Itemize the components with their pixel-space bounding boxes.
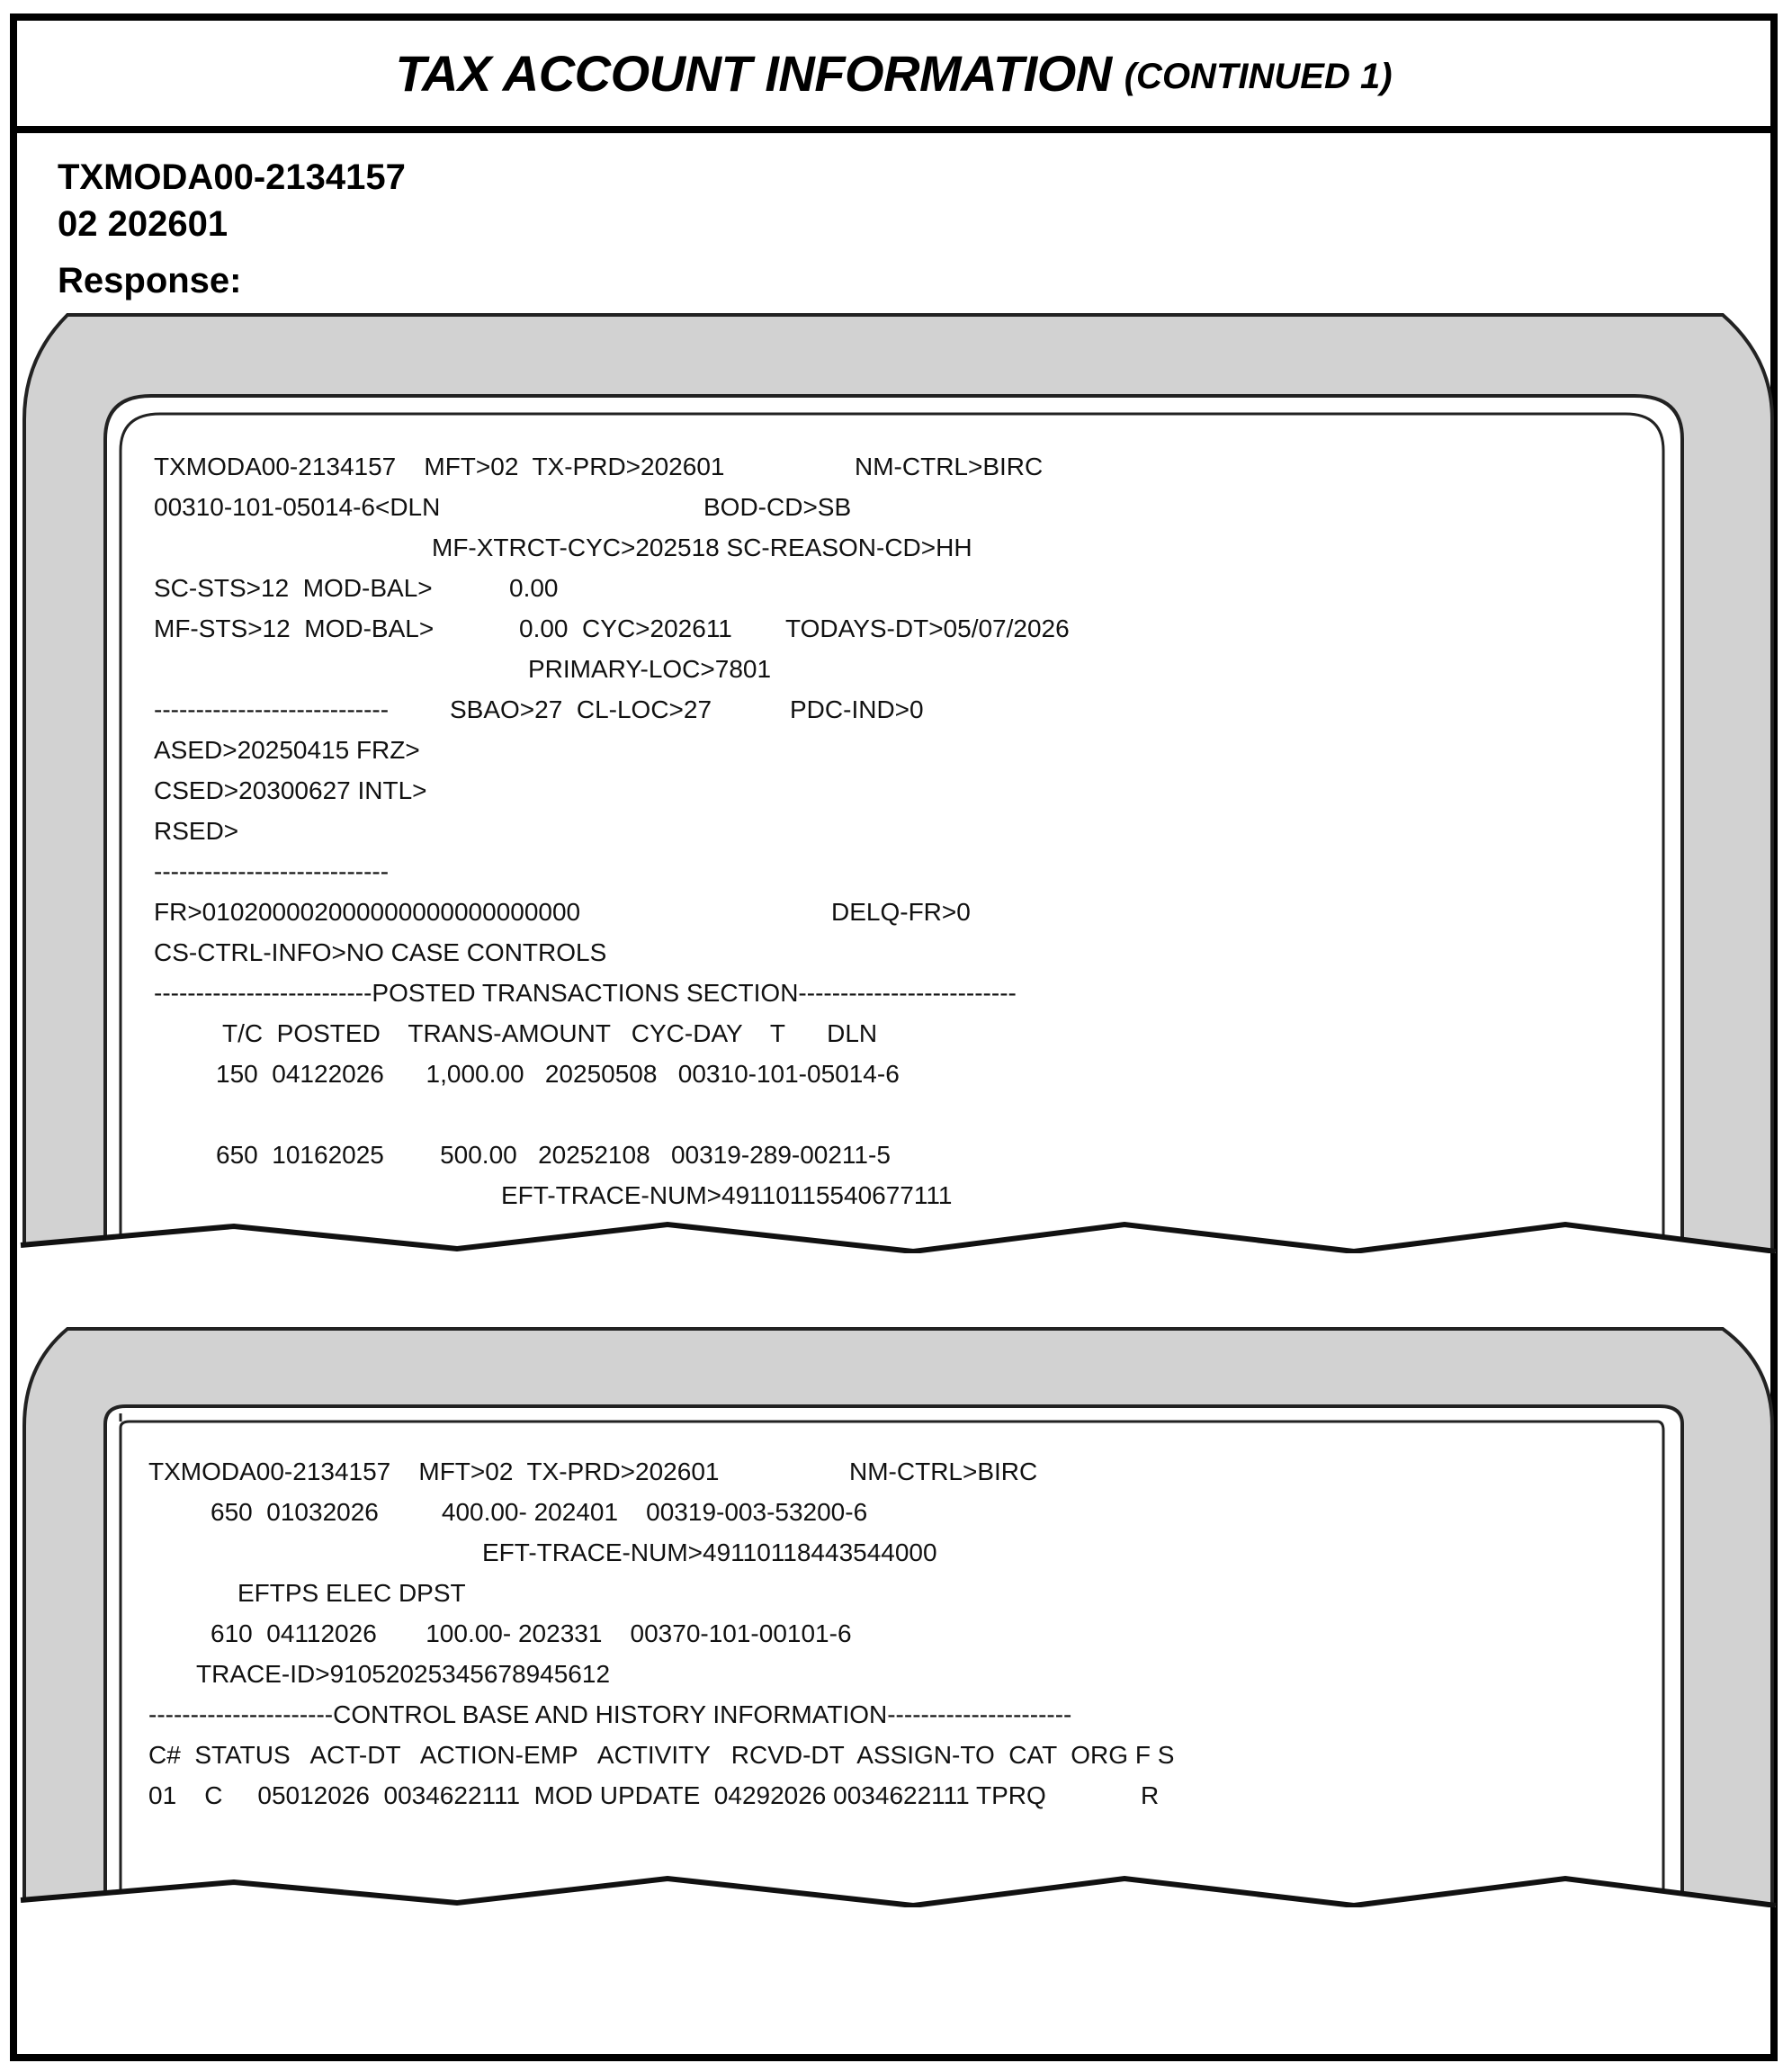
screen1-column-headers: T/C POSTED TRANS-AMOUNT CYC-DAY T DLN bbox=[222, 1019, 878, 1047]
screen1-row-3: MF-XTRCT-CYC>202518 SC-REASON-CD>HH bbox=[432, 534, 972, 561]
screen1-transaction-row: 650 10162025 500.00 20252108 00319-289-00211-5 bbox=[216, 1141, 891, 1169]
screen1-eft-trace: EFT-TRACE-NUM>49110115540677111 bbox=[501, 1181, 953, 1209]
screen1-row-10: RSED> bbox=[154, 817, 239, 845]
screen1-row-5-right: TODAYS-DT>05/07/2026 bbox=[785, 614, 1070, 642]
screen1-section-header: --------------------------POSTED TRANSACTIONS SECTION-------------------------- bbox=[154, 979, 1017, 1007]
title-bar bbox=[17, 21, 1770, 133]
screen2-history-row: 01 C 05012026 0034622111 MOD UPDATE 04292026 0034622111 TPRQ bbox=[148, 1781, 1046, 1809]
screen1-row-11: ---------------------------- bbox=[154, 857, 390, 885]
screen2-column-headers: C# STATUS ACT-DT ACTION-EMP ACTIVITY RCVD-DT ASSIGN-TO CAT ORG F S bbox=[148, 1741, 1175, 1769]
monitor-bezel-2 bbox=[0, 1327, 1792, 1907]
screen1-row-2-right: BOD-CD>SB bbox=[703, 493, 852, 521]
screen1-row-4-right: 0.00 bbox=[509, 574, 559, 602]
screen1-row-7-left: ---------------------------- bbox=[154, 695, 390, 723]
screen1-row-8: ASED>20250415 FRZ> bbox=[154, 736, 420, 764]
screen2-row-1-right: NM-CTRL>BIRC bbox=[849, 1458, 1038, 1485]
terminal-screen-2 bbox=[0, 1327, 1792, 1907]
screen1-row-4-left: SC-STS>12 MOD-BAL> bbox=[154, 574, 433, 602]
screen2-trace-id: TRACE-ID>91052025345678945612 bbox=[196, 1660, 611, 1688]
page-title: TAX ACCOUNT INFORMATION bbox=[395, 45, 1112, 102]
screen1-row-6: PRIMARY-LOC>7801 bbox=[528, 655, 772, 683]
screen1-row-9: CSED>20300627 INTL> bbox=[154, 776, 427, 804]
screen2-row-1-left: TXMODA00-2134157 MFT>02 TX-PRD>202601 bbox=[148, 1458, 720, 1485]
screen1-row-5-left: MF-STS>12 MOD-BAL> bbox=[154, 614, 435, 642]
page-subtitle: (CONTINUED 1) bbox=[1124, 57, 1393, 96]
screen1-row-12-left: FR>010200002000000000000000000 bbox=[154, 898, 581, 926]
screen2-section-header: ----------------------CONTROL BASE AND HISTORY INFORMATION---------------------- bbox=[148, 1700, 1072, 1728]
screen2-eftps-label: EFTPS ELEC DPST bbox=[237, 1579, 466, 1607]
screen2-history-row-status: R bbox=[1141, 1781, 1160, 1809]
screen2-eft-trace: EFT-TRACE-NUM>49110118443544000 bbox=[482, 1538, 937, 1566]
screen2-transaction-row: 650 01032026 400.00- 202401 00319-003-53200-6 bbox=[211, 1498, 868, 1526]
screen2-transaction-row: 610 04112026 100.00- 202331 00370-101-00101-6 bbox=[211, 1619, 852, 1647]
screen1-row-1-left: TXMODA00-2134157 MFT>02 TX-PRD>202601 bbox=[154, 453, 725, 480]
screen1-row-12-right: DELQ-FR>0 bbox=[831, 898, 971, 926]
screen1-row-2-left: 00310-101-05014-6<DLN bbox=[154, 493, 441, 521]
terminal-screen-1 bbox=[0, 313, 1792, 1253]
screen1-row-13: CS-CTRL-INFO>NO CASE CONTROLS bbox=[154, 938, 607, 966]
command-line-2: 02 202601 bbox=[58, 204, 228, 244]
screen1-row-7-mid: SBAO>27 CL-LOC>27 bbox=[450, 695, 712, 723]
screen1-row-5-mid: 0.00 CYC>202611 bbox=[519, 614, 732, 642]
screen1-transaction-row: 150 04122026 1,000.00 20250508 00310-101-05014-6 bbox=[216, 1060, 900, 1088]
screen1-row-7-right: PDC-IND>0 bbox=[790, 695, 924, 723]
screen1-row-1-right: NM-CTRL>BIRC bbox=[855, 453, 1044, 480]
response-label: Response: bbox=[58, 261, 242, 300]
command-line-1: TXMODA00-2134157 bbox=[58, 157, 406, 197]
